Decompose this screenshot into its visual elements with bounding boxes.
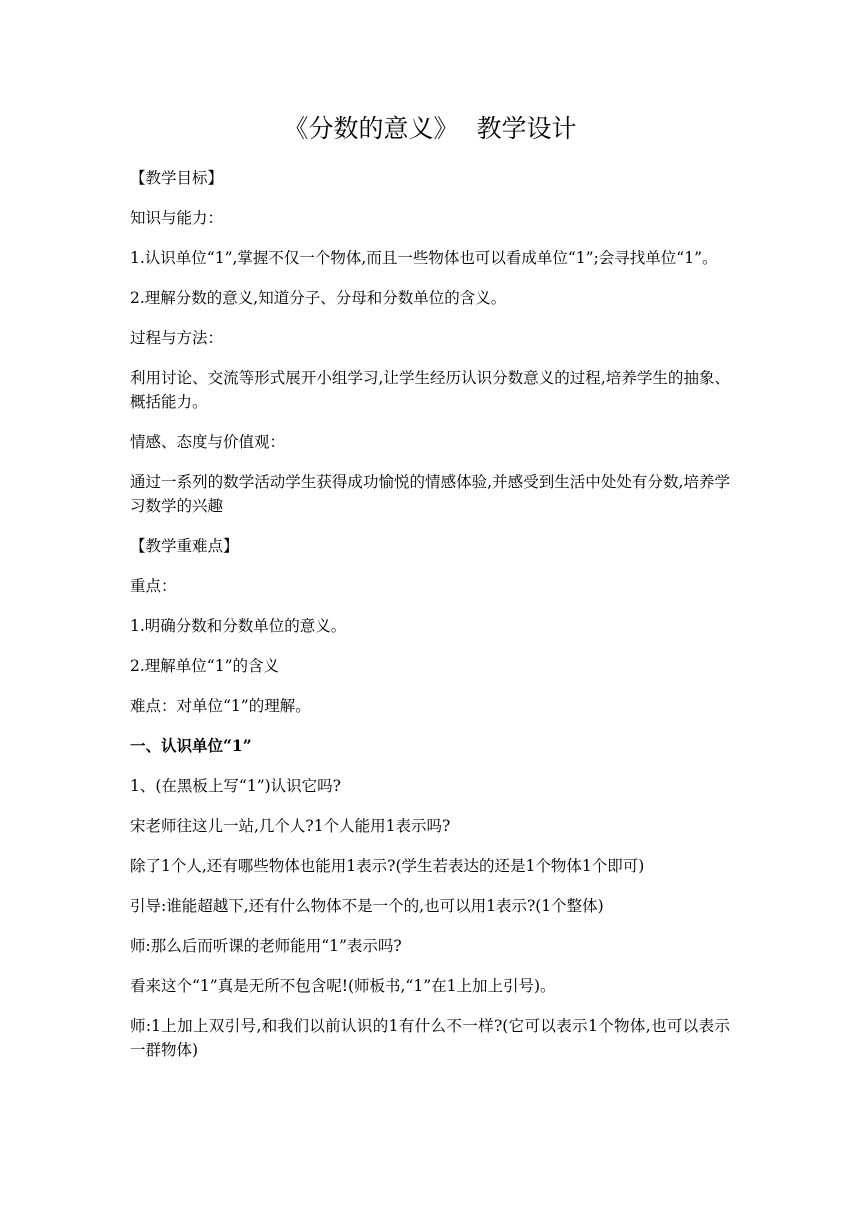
- paragraph: 2.理解分数的意义,知道分子、分母和分数单位的含义。: [130, 289, 507, 307]
- document-title: [0, 112, 860, 146]
- title-sub: 教学设计: [476, 114, 577, 143]
- paragraph: 2.理解单位“1”的含义: [130, 657, 279, 675]
- subheading-focus: 重点：: [130, 577, 177, 595]
- paragraph: 1.明确分数和分数单位的意义。: [130, 617, 347, 635]
- title-main: 《分数的意义》: [283, 114, 459, 143]
- paragraph: 除了1个人,还有哪些物体也能用1表示?(学生若表达的还是1个物体1个即可): [130, 857, 645, 875]
- subheading-attitude: 情感、态度与价值观：: [130, 433, 286, 451]
- paragraph: 通过一系列的数学活动学生获得成功愉悦的情感体验,并感受到生活中处处有分数,培养学习数学的兴趣: [130, 473, 730, 515]
- paragraph: 1.认识单位“1”,掌握不仅一个物体,而且一些物体也可以看成单位“1”;会寻找单位“1”。: [130, 249, 718, 267]
- section-heading-keypoints: 【教学重难点】: [130, 537, 239, 555]
- subheading-knowledge: 知识与能力：: [130, 209, 224, 227]
- section-heading-unit-one: 一、认识单位“1”: [130, 736, 252, 755]
- paragraph: 师:1上加上双引号,和我们以前认识的1有什么不一样?(它可以表示1个物体,也可以表示一群物体): [130, 1017, 730, 1059]
- paragraph: 引导:谁能超越下,还有什么物体不是一个的,也可以用1表示?(1个整体): [130, 897, 604, 915]
- paragraph: 看来这个“1”真是无所不包含呢!(师板书,“1”在1上加上引号)。: [130, 977, 556, 995]
- document-body: [130, 166, 730, 1078]
- paragraph: 师:那么后而听课的老师能用“1”表示吗?: [130, 937, 402, 955]
- paragraph: 利用讨论、交流等形式展开小组学习,让学生经历认识分数意义的过程,培养学生的抽象、概括能力。: [130, 369, 730, 411]
- subheading-process: 过程与方法：: [130, 329, 224, 347]
- paragraph: 1、(在黑板上写“1”)认识它吗?: [130, 777, 341, 795]
- section-heading-goals: 【教学目标】: [130, 169, 224, 187]
- paragraph: 宋老师往这儿一站,几个人?1个人能用1表示吗?: [130, 817, 451, 835]
- paragraph-difficulty: 难点：对单位“1”的理解。: [130, 697, 311, 715]
